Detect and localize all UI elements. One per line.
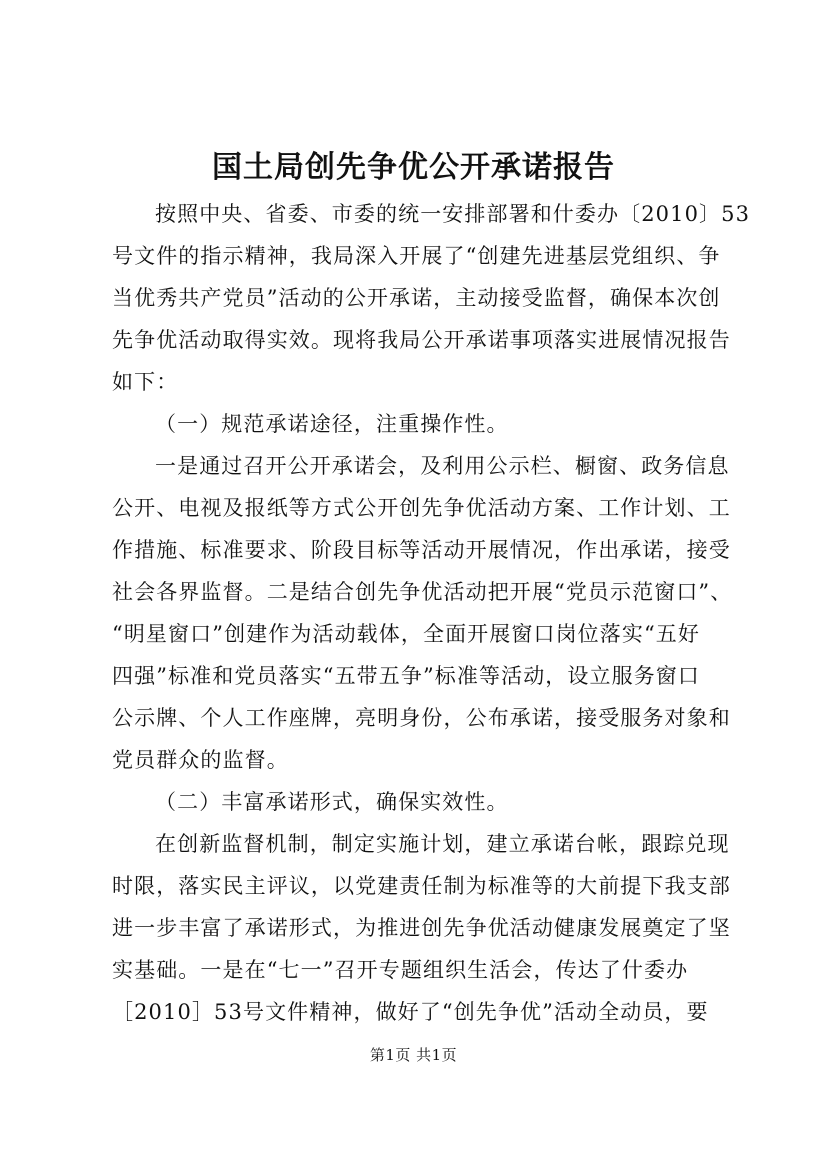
paragraph-line: 先争优活动取得实效。现将我局公开承诺事项落实进展情况报告	[112, 328, 731, 352]
paragraph-line: 一是通过召开公开承诺会，及利用公示栏、橱窗、政务信息	[155, 454, 730, 478]
paragraph-line: 作措施、标准要求、阶段目标等活动开展情况，作出承诺，接受	[112, 538, 731, 562]
paragraph-line: 四强”标准和党员落实“五带五争”标准等活动，设立服务窗口	[112, 664, 701, 688]
paragraph-line: 党员群众的监督。	[112, 748, 289, 772]
paragraph-line: 进一步丰富了承诺形式，为推进创先争优活动健康发展奠定了坚	[112, 916, 731, 940]
paragraph-line: 在创新监督机制，制定实施计划，建立承诺台帐，跟踪兑现	[155, 832, 730, 856]
paragraph-line: 公开、电视及报纸等方式公开创先争优活动方案、工作计划、工	[112, 496, 731, 520]
section-heading: （二）丰富承诺形式，确保实效性。	[155, 790, 509, 814]
page-number-footer: 第1页 共1页	[369, 1046, 458, 1064]
paragraph-line: ［2010］53号文件精神，做好了“创先争优”活动全动员，要	[112, 1000, 709, 1024]
paragraph-line: 如下：	[112, 370, 179, 394]
paragraph-line: 当优秀共产党员”活动的公开承诺，主动接受监督，确保本次创	[112, 286, 721, 310]
paragraph-line: 公示牌、个人工作座牌，亮明身份，公布承诺，接受服务对象和	[112, 706, 731, 730]
paragraph-line: 时限，落实民主评议，以党建责任制为标准等的大前提下我支部	[112, 874, 731, 898]
section-heading: （一）规范承诺途径，注重操作性。	[155, 412, 509, 436]
paragraph-line: 社会各界监督。二是结合创先争优活动把开展“党员示范窗口”、	[112, 580, 733, 604]
paragraph-line: 号文件的指示精神，我局深入开展了“创建先进基层党组织、争	[112, 244, 721, 268]
paragraph-line: 按照中央、省委、市委的统一安排部署和什委办〔2010〕53	[155, 202, 751, 226]
document-title: 国土局创先争优公开承诺报告	[212, 150, 615, 185]
paragraph-line: “明星窗口”创建作为活动载体，全面开展窗口岗位落实“五好	[112, 622, 701, 646]
paragraph-line: 实基础。一是在“七一”召开专题组织生活会，传达了什委办	[112, 958, 689, 982]
